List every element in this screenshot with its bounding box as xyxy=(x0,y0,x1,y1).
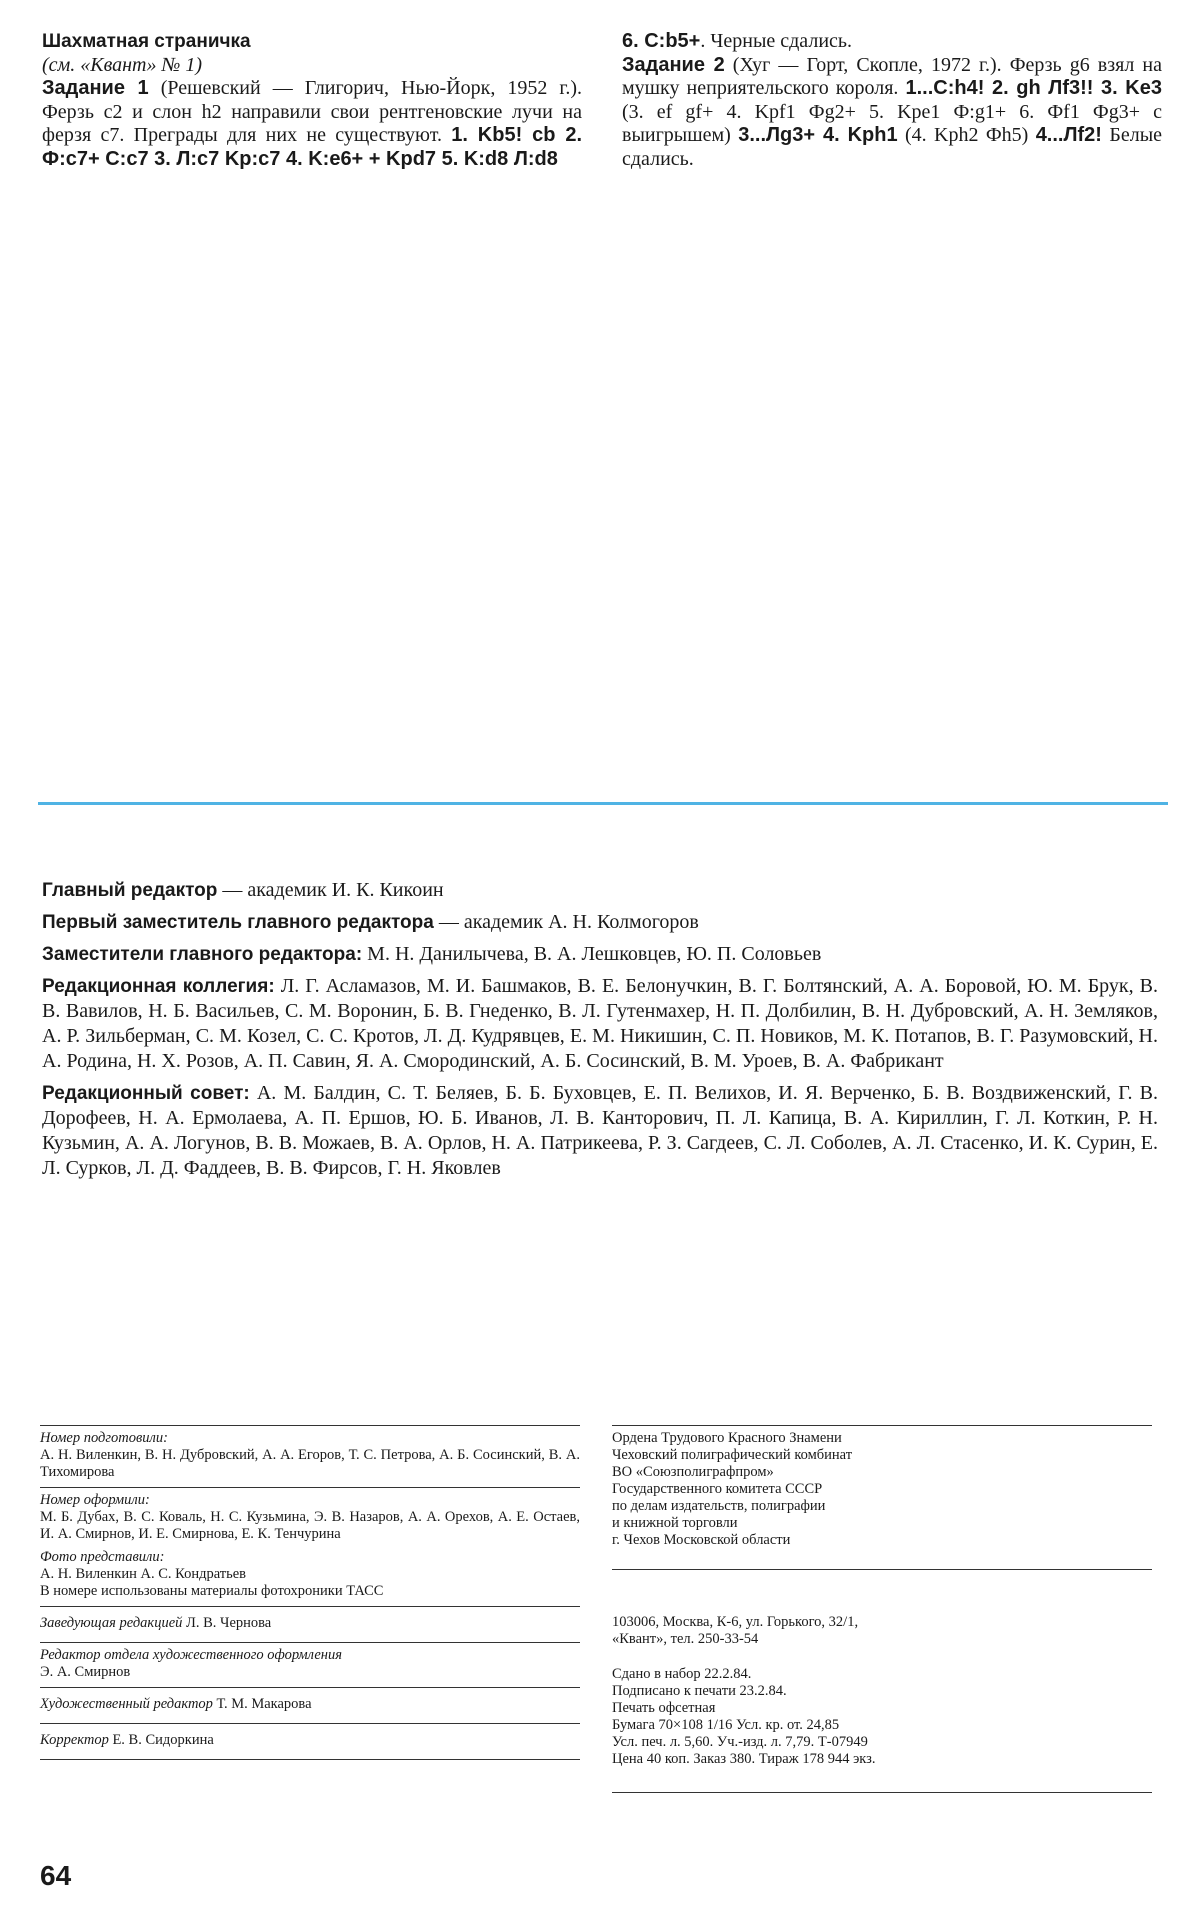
editorial-board xyxy=(42,878,1158,1188)
editorial-council-label: Редакционный совет: xyxy=(42,1083,250,1104)
chess-subtitle: (см. «Квант» № 1) xyxy=(42,53,203,76)
section-divider xyxy=(38,802,1168,805)
head-label: Заведующая редакцией xyxy=(40,1615,183,1631)
chief-editor-text: — академик И. К. Кикоин xyxy=(217,879,444,901)
first-deputy xyxy=(42,910,1158,935)
photo-label: Фото представили: xyxy=(40,1549,165,1565)
chief-editor-label: Главный редактор xyxy=(42,880,218,901)
prepared-label: Номер подготовили: xyxy=(40,1430,168,1446)
chess-task-2 xyxy=(622,54,1162,172)
art-label: Редактор отдела художественного оформления xyxy=(40,1647,342,1663)
imprint-corrector xyxy=(40,1723,580,1760)
imprint-right xyxy=(612,1425,1152,1793)
imprint-head xyxy=(40,1606,580,1642)
imprint-prepared xyxy=(40,1425,580,1487)
print-line: Бумага 70×108 1/16 Усл. кр. от. 24,85 xyxy=(612,1717,840,1733)
corrector-text: Е. В. Сидоркина xyxy=(108,1732,214,1748)
editorial-council-text: А. М. Балдин, С. Т. Беляев, Б. Б. Буховцев, Е. П. Велихов, И. Я. Верченко, Б. В. Воздвиженский, Г. В. Дорофеев, Н. А. Ермолаева, А. П. Ершов, Ю. Б. Иванов, Л. В. Канторович, П. Л. Капица, В. А. Кириллин, Г. Л. Коткин, Р. Н. Кузьмин, А. А. Логунов, В. В. Можаев, В. А. Орлов, Н. А. Патрикеева, Р. З. Сагдеев, С. Л. Соболев, А. Л. Стасенко, И. К. Сурин, Е. Л. Сурков, Л. Д. Фаддеев, В. В. Фирсов, Г. Н. Яковлев xyxy=(42,1082,1159,1179)
print-info xyxy=(612,1662,1152,1793)
task-2-moves-b: 3...Лg3+ 4. Kph1 xyxy=(738,124,898,146)
imprint-artistic xyxy=(40,1687,580,1723)
chess-task-1-end xyxy=(622,30,1162,54)
printer-line: по делам издательств, полиграфии xyxy=(612,1498,826,1514)
chief-editor xyxy=(42,878,1158,903)
prepared-text: А. Н. Виленкин, В. Н. Дубровский, А. А. Егоров, Т. С. Петрова, А. Б. Сосинский, В. А. Тихомирова xyxy=(40,1447,580,1480)
photo-text-1: А. Н. Виленкин А. С. Кондратьев xyxy=(40,1566,247,1582)
editorial-council xyxy=(42,1081,1158,1181)
designed-label: Номер оформили: xyxy=(40,1492,150,1508)
artistic-text: Т. М. Макарова xyxy=(212,1696,312,1712)
task-1-label: Задание 1 xyxy=(42,77,149,99)
task-2-text-b: (3. ef gf+ 4. Kpf1 Фg2+ 5. Kpe1 Ф:g1+ 6. Фf1 Фg3+ с выигрышем) xyxy=(622,100,1162,146)
task-2-moves-c: 4...Лf2! xyxy=(1035,124,1102,146)
deputies-text: М. Н. Данилычева, В. А. Лешковцев, Ю. П. Соловьев xyxy=(362,943,822,965)
address-info xyxy=(612,1569,1152,1662)
chess-column-left xyxy=(42,30,582,171)
task-2-text-c: (4. Kph2 Фh5) xyxy=(897,124,1036,146)
chess-task-1 xyxy=(42,77,582,171)
task-1-text: (Решевский — Глигорич, Нью-Йорк, 1952 г.). Ферзь c2 и слон h2 направили свои рентгеновские лучи на ферзя c7. Преграды для них не существуют. xyxy=(42,77,582,146)
printer-line: Государственного комитета СССР xyxy=(612,1481,823,1497)
printer-info xyxy=(612,1425,1152,1569)
first-deputy-label: Первый заместитель главного редактора xyxy=(42,912,434,933)
printer-line: и книжной торговли xyxy=(612,1515,738,1531)
corrector-label: Корректор xyxy=(40,1732,109,1748)
task-1-moves: 1. Kb5! cb 2. Ф:c7+ C:c7 3. Л:c7 Kp:c7 4. K:e6+ + Kpd7 5. K:d8 Л:d8 xyxy=(42,124,583,170)
task-2-label: Задание 2 xyxy=(622,53,725,76)
print-line: Подписано к печати 23.2.84. xyxy=(612,1683,787,1699)
task-2-moves-a: 1...C:h4! 2. gh Лf3!! 3. Ke3 xyxy=(905,77,1162,99)
imprint-left xyxy=(40,1425,580,1760)
art-text: Э. А. Смирнов xyxy=(40,1664,131,1680)
print-line: Печать офсетная xyxy=(612,1700,716,1716)
address-line: 103006, Москва, К-6, ул. Горького, 32/1, xyxy=(612,1614,859,1630)
printer-line: г. Чехов Московской области xyxy=(612,1532,791,1548)
task-1-end-moves: 6. C:b5+ xyxy=(622,30,701,52)
printer-line: ВО «Союзполиграфпром» xyxy=(612,1464,774,1480)
designed-text: М. Б. Дубах, В. С. Коваль, Н. С. Кузьмина, Э. В. Назаров, А. А. Орехов, А. Е. Остаев, И. А. Смирнов, И. Е. Смирнова, Е. К. Тенчурина xyxy=(40,1509,580,1542)
photo-text-2: В номере использованы материалы фотохроники ТАСС xyxy=(40,1583,384,1599)
imprint-designed xyxy=(40,1487,580,1606)
imprint-art xyxy=(40,1642,580,1687)
head-text: Л. В. Чернова xyxy=(182,1615,272,1631)
address-line: «Квант», тел. 250-33-54 xyxy=(612,1631,759,1647)
task-2-text-a: (Хуг — Горт, Скопле, 1972 г.). Ферзь g6 взял на мушку неприятельского короля. xyxy=(622,53,1162,99)
printer-line: Ордена Трудового Красного Знамени xyxy=(612,1430,842,1446)
printer-line: Чеховский полиграфический комбинат xyxy=(612,1447,853,1463)
task-1-end-text: . Черные сдались. xyxy=(700,30,853,52)
task-2-end-text: Белые сдались. xyxy=(622,124,1163,170)
chess-column-right xyxy=(622,30,1162,171)
editorial-college-label: Редакционная коллегия: xyxy=(42,976,275,997)
deputies xyxy=(42,942,1158,967)
print-line: Усл. печ. л. 5,60. Уч.-изд. л. 7,79. Т-07949 xyxy=(612,1734,868,1750)
artistic-label: Художественный редактор xyxy=(40,1696,213,1712)
page-number: 64 xyxy=(40,1860,72,1891)
chess-title: Шахматная страничка xyxy=(42,31,251,52)
print-line: Цена 40 коп. Заказ 380. Тираж 178 944 экз. xyxy=(612,1751,876,1767)
first-deputy-text: — академик А. Н. Колмогоров xyxy=(433,911,699,933)
editorial-college-text: Л. Г. Асламазов, М. И. Башмаков, В. Е. Белонучкин, В. Г. Болтянский, А. А. Боровой, Ю. М. Брук, В. В. Вавилов, Н. Б. Васильев, С. М. Воронин, Б. В. Гнеденко, В. Л. Гутенмахер, Н. П. Долбилин, В. Н. Дубровский, А. Н. Земляков, А. Р. Зильберман, С. М. Козел, С. С. Кротов, Л. Д. Кудрявцев, Е. М. Никишин, С. П. Новиков, М. К. Потапов, В. Г. Разумовский, Н. А. Родина, Н. Х. Розов, А. П. Савин, Я. А. Смородинский, А. Б. Сосинский, В. М. Уроев, В. А. Фабрикант xyxy=(42,975,1159,1072)
print-line: Сдано в набор 22.2.84. xyxy=(612,1666,752,1682)
editorial-college xyxy=(42,974,1158,1074)
deputies-label: Заместители главного редактора: xyxy=(42,944,363,965)
